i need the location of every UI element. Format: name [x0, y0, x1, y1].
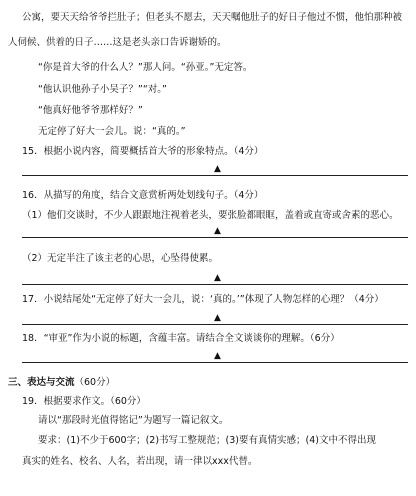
answer-line — [22, 175, 408, 176]
story-dialog-3: “他真好他爷爷那样好？” — [38, 105, 143, 116]
question-18: 18．“审亚”作为小说的标题，含蕴丰富。请结合全文谈谈你的理解。（6分） — [22, 333, 340, 344]
story-line-1: 公寓，要天天给爷爷拦肚子；但老头不愿去，天天嘱他肚子的好日子他过不惯，他怕那种被 — [22, 12, 403, 23]
section-3-title: 三、表达与交流 — [8, 377, 75, 388]
answer-line — [22, 324, 408, 325]
question-16-part-1: （1）他们交谈时，不少人跟跟地注视着老头，要张脸都眼眶，盖着或直寄或舍素的恶心。 — [22, 210, 399, 221]
answer-marker: ▲ — [214, 226, 221, 236]
answer-line — [22, 284, 408, 285]
question-16-part-2: （2）无定半注了该主老的心思，心坠得使累。 — [22, 253, 219, 264]
question-19: 19．根据要求作文。（60分） — [22, 396, 146, 407]
story-dialog-1: “你是首大爷的什么人？”那人问。“孙亚。”无定答。 — [38, 62, 253, 73]
answer-marker: ▲ — [214, 313, 221, 323]
story-dialog-2: “他认识他孙子小吴子？”“对。” — [38, 84, 167, 95]
section-3-heading — [8, 377, 115, 389]
story-ending: 无定停了好大一会儿。说：“真的。” — [38, 126, 186, 137]
section-3-score: （60分） — [74, 377, 116, 388]
answer-line — [22, 362, 408, 363]
essay-prompt: 请以“那段时光值得铭记”为题写一篇记叙文。 — [38, 415, 229, 426]
question-16: 16．从描写的角度，结合文意赏析两处划线句子。（4分） — [22, 190, 264, 201]
essay-requirements-continued: 真实的姓名、校名、人名，若出现，请一律以xxx代替。 — [22, 456, 258, 467]
answer-marker: ▲ — [214, 164, 221, 174]
story-line-2: 人伺候、供着的日子……这是老头亲口告诉谢娇的。 — [8, 37, 227, 48]
question-17: 17．小说结尾处“无定停了好大一会儿，说：‘真的。’”体现了人物怎样的心理？（4分） — [22, 294, 384, 305]
answer-marker: ▲ — [214, 351, 221, 361]
answer-line — [22, 237, 408, 238]
answer-marker: ▲ — [214, 273, 221, 283]
essay-requirements: 要求：(1)不少于600字；(2)书写工整规范；(3)要有真情实感；(4)文中不得出现 — [38, 435, 376, 446]
question-15: 15．根据小说内容，简要概括首大爷的形象特点。（4分） — [22, 146, 264, 157]
